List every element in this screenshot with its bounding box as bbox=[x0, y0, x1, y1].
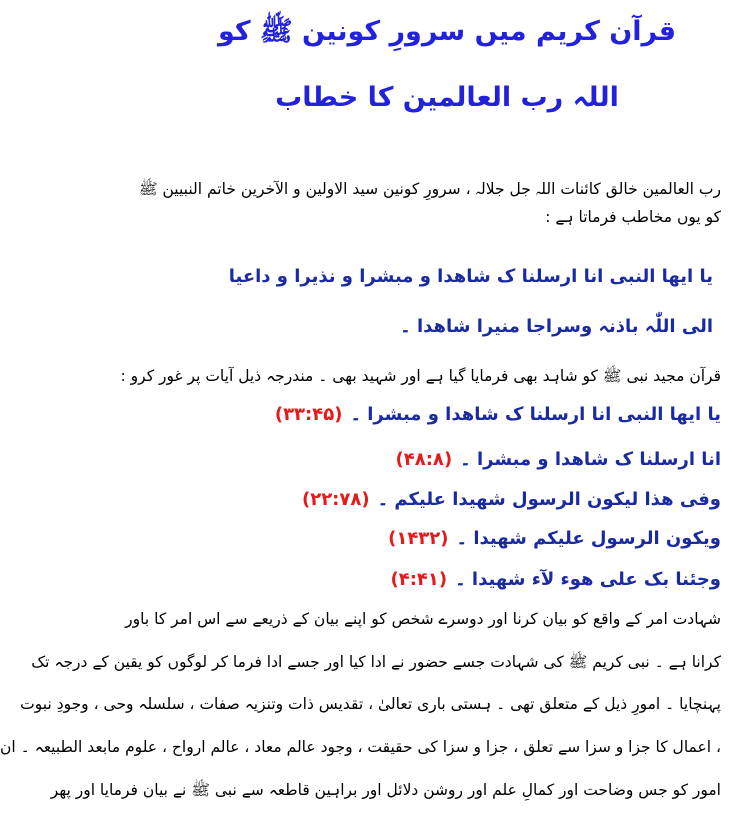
verse-3 bbox=[171, 485, 721, 515]
verse-3-text: وفی ھذا لیکون الرسول شھیدا علیکم ۔ bbox=[377, 489, 721, 510]
verse-4-text: ویکون الرسول علیکم شھیدا ۔ bbox=[456, 528, 721, 549]
intro-line-2: کو یوں مخاطب فرماتا ہے : bbox=[545, 208, 721, 226]
verse-4-ref: (۱۴۳۲) bbox=[388, 528, 449, 549]
quran-note: قرآن مجید نبی ﷺ کو شاہد بھی فرمایا گیا ہے اور شہید بھی ۔ مندرجہ ذیل آیات پر غور کرو : bbox=[120, 367, 721, 385]
verse-2 bbox=[171, 445, 721, 475]
verse-1-text: یا ایھا النبی انا ارسلنا ک شاھدا و مبشرا ۔ bbox=[350, 404, 721, 425]
paragraph-line-5: امور کو جس وضاحت اور کمالِ علم اور روشن دلائل اور براہین قاطعہ سے نبی ﷺ نے بیان فرمایا اور پھر bbox=[50, 781, 721, 799]
paragraph-line-3: پہنچایا ۔ امورِ ذیل کے متعلق تھی ۔ ہستی باری تعالیٰ ، تقدیس ذات وتنزیہ صفات ، سلسلہ وحی ، وجودِ نبوت bbox=[20, 695, 721, 713]
verse-1-ref: (۳۳:۴۵) bbox=[274, 404, 343, 425]
verse-2-text: انا ارسلنا ک شاھدا و مبشرا ۔ bbox=[460, 449, 721, 470]
main-verse-line-1: یا ایھا النبی انا ارسلنا ک شاھدا و مبشرا و نذیرا و داعیا bbox=[228, 266, 713, 287]
paragraph-line-4: ، اعمال کا جزا و سزا سے تعلق ، جزا و سزا کی حقیقت ، وجود عالم معاد ، عالم ارواح ، علوم مابعد الطبیعہ ۔ ان bbox=[0, 738, 721, 756]
verse-3-ref: (۲۲:۷۸) bbox=[301, 489, 370, 510]
verse-2-ref: (۴۸:۸) bbox=[395, 449, 453, 470]
verse-5-ref: (۴:۴۱) bbox=[390, 569, 448, 590]
verse-4 bbox=[171, 524, 721, 554]
verse-5-text: وجئنا بک علی ھوء لآء شھیدا ۔ bbox=[455, 569, 721, 590]
paragraph-line-2: کرانا ہے ۔ نبی کریم ﷺ کی شہادت جسے حضور نے ادا کیا اور جسے ادا فرما کر لوگوں کو یقین کے درجہ تک bbox=[31, 653, 721, 671]
verse-1 bbox=[171, 400, 721, 430]
main-verse-line-2: الی اللّٰہ باذنہ وسراجا منیرا شاھدا ۔ bbox=[400, 316, 713, 337]
page-title: قرآن کریم میں سرورِ کونین ﷺ کو bbox=[217, 16, 677, 47]
page-subtitle: اللہ رب العالمین کا خطاب bbox=[275, 82, 619, 113]
paragraph-line-1: شہادت امر کے واقع کو بیان کرنا اور دوسرے شخص کو اپنے بیان کے ذریعے سے اس امر کا باور bbox=[125, 610, 721, 628]
intro-line-1: رب العالمین خالق کائنات اللہ جل جلالہ ، سرورِ کونین سید الاولین و الآخرین خاتم النبیین ﷺ bbox=[138, 180, 721, 198]
verse-5 bbox=[171, 565, 721, 595]
